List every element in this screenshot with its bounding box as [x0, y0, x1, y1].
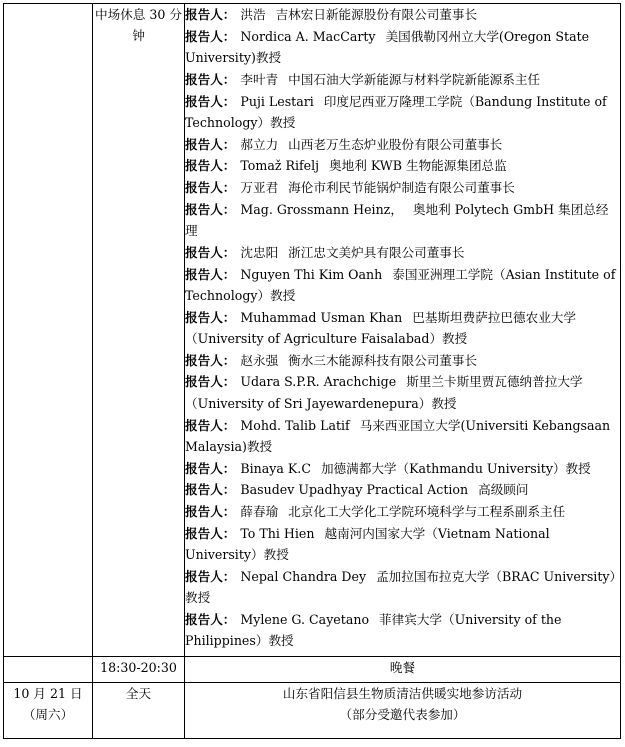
speaker-entry [185, 4, 620, 25]
speaker-entry [185, 350, 620, 371]
speaker-entry [185, 91, 620, 134]
fieldtrip-time: 全天 [125, 686, 152, 701]
speaker-label: 报告人： [185, 460, 236, 476]
speaker-label: 报告人： [185, 266, 236, 282]
speaker-name: Binaya K.C [240, 460, 311, 476]
speaker-entry [185, 264, 620, 307]
speaker-label: 报告人： [185, 417, 236, 433]
speaker-entry [185, 134, 620, 155]
speaker-label: 报告人： [185, 201, 236, 217]
speaker-label: 报告人： [185, 612, 236, 628]
schedule-table [3, 3, 621, 739]
speaker-name: Nguyen Thi Kim Oanh [240, 266, 383, 282]
speaker-entry [185, 415, 620, 458]
speaker-entry [185, 307, 620, 350]
speaker-affiliation: 美国俄勒冈州立大学(Oregon State University)教授 [185, 28, 590, 66]
fieldtrip-time-cell [93, 683, 185, 739]
fieldtrip-date: 10 月 21 日 [13, 686, 83, 701]
speaker-affiliation: 奥地利 Polytech GmbH 集团总经理 [185, 201, 609, 239]
speaker-affiliation: 越南河内国家大学（Vietnam National University）教授 [185, 525, 550, 563]
speaker-affiliation: 孟加拉国布拉克大学（BRAC University）教授 [185, 568, 616, 606]
session-date-cell [4, 4, 93, 657]
speaker-label: 报告人： [185, 136, 236, 152]
dinner-time-cell [93, 657, 185, 683]
fieldtrip-weekday: （周六） [22, 707, 74, 723]
fieldtrip-note: （部分受邀代表参加） [339, 707, 466, 723]
speaker-affiliation: 衡水三木能源科技有限公司董事长 [288, 352, 478, 368]
speaker-label: 报告人： [185, 352, 236, 368]
speaker-affiliation: 印度尼西亚万隆理工学院（Bandung Institute of Technology）教授 [185, 93, 607, 130]
speaker-name: Muhammad Usman Khan [240, 309, 403, 325]
speaker-entry [185, 199, 620, 242]
dinner-activity: 晚餐 [389, 660, 416, 675]
speaker-name: To Thi Hien [240, 525, 315, 541]
speaker-affiliation: 菲律宾大学（University of the Philippines）教授 [185, 612, 562, 649]
speaker-entry [185, 69, 620, 90]
speaker-entry [185, 177, 620, 198]
speaker-label: 报告人： [185, 309, 236, 325]
speaker-entry [185, 501, 620, 522]
session-time: 中场休息 30 分钟 [94, 7, 182, 44]
speaker-name: Puji Lestari [240, 93, 314, 109]
speaker-label: 报告人： [185, 374, 236, 390]
speaker-name: Nepal Chandra Dey [240, 568, 367, 584]
speaker-affiliation: 吉林宏日新能源股份有限公司董事长 [275, 7, 478, 22]
fieldtrip-date-cell [4, 683, 93, 739]
speaker-entry [185, 155, 620, 176]
dinner-activity-cell [185, 657, 621, 683]
speaker-name: Mohd. Talib Latif [240, 417, 350, 433]
fieldtrip-activity: 山东省阳信县生物质清洁供暖实地参访活动 [282, 686, 523, 701]
speaker-label: 报告人： [185, 525, 236, 541]
speaker-name: Basudev Upadhyay Practical Action [240, 482, 469, 498]
speaker-entry [185, 609, 620, 652]
speaker-label: 报告人： [185, 568, 236, 584]
speaker-affiliation: 泰国亚洲理工学院（Asian Institute of Technology）教授 [185, 266, 616, 303]
speaker-name: Udara S.P.R. Arachchige [240, 374, 397, 390]
dinner-date-cell [4, 657, 93, 683]
speaker-label: 报告人： [185, 71, 236, 87]
speaker-name: 洪浩 [240, 7, 266, 22]
speaker-entry [185, 26, 620, 69]
speaker-label: 报告人： [185, 244, 236, 260]
speaker-affiliation: 山西老万生态炉业股份有限公司董事长 [288, 136, 503, 152]
speaker-name: 赵永强 [240, 352, 279, 368]
speaker-affiliation: 中国石油大学新能源与材料学院新能源系主任 [288, 71, 541, 87]
speaker-affiliation: 高级顾问 [478, 482, 529, 498]
speaker-entry [185, 371, 620, 414]
speaker-name: 万亚君 [240, 180, 279, 196]
speaker-name: 郝立力 [240, 136, 279, 152]
speaker-affiliation: 浙江忠文美炉具有限公司董事长 [288, 244, 465, 260]
dinner-time: 18:30-20:30 [100, 660, 177, 675]
speaker-label: 报告人： [185, 28, 236, 44]
speaker-entry [185, 479, 620, 500]
speaker-label: 报告人： [185, 482, 236, 498]
speaker-affiliation: 巴基斯坦费萨拉巴德农业大学（University of Agriculture Faisalabad）教授 [185, 309, 576, 347]
speaker-label: 报告人： [185, 7, 236, 22]
speaker-affiliation: 斯里兰卡斯里贾瓦德纳普拉大学（University of Sri Jayewardenepura）教授 [185, 374, 583, 411]
speaker-name: 李叶青 [240, 71, 279, 87]
speaker-name: 薛春瑜 [240, 504, 279, 520]
fieldtrip-row [4, 683, 621, 739]
speaker-entry [185, 523, 620, 566]
speaker-name: Tomaž Rifelj [240, 158, 320, 174]
speaker-name: Nordica A. MacCarty [240, 28, 376, 44]
speaker-affiliation: 马来西亚国立大学(Universiti Kebangsaan Malaysia)教授 [185, 417, 611, 454]
speaker-entry [185, 566, 620, 609]
speaker-label: 报告人： [185, 180, 236, 196]
speaker-affiliation: 海伦市利民节能锅炉制造有限公司董事长 [288, 180, 515, 196]
dinner-row [4, 657, 621, 683]
fieldtrip-activity-cell [185, 683, 621, 739]
speaker-label: 报告人： [185, 93, 236, 109]
speaker-affiliation: 加德满都大学（Kathmandu University）教授 [320, 460, 591, 476]
speaker-name: Mag. Grossmann Heinz， [240, 201, 403, 217]
speaker-affiliation: 北京化工大学化工学院环境科学与工程系副系主任 [288, 504, 566, 520]
speaker-affiliation: 奥地利 KWB 生物能源集团总监 [329, 158, 507, 174]
speaker-name: 沈忠阳 [240, 244, 279, 260]
speaker-label: 报告人： [185, 504, 236, 520]
speaker-entry [185, 242, 620, 263]
session-time-cell [93, 4, 185, 657]
speaker-entry [185, 458, 620, 479]
session-row [4, 4, 621, 657]
speaker-list [185, 4, 621, 657]
speaker-name: Mylene G. Cayetano [240, 612, 370, 628]
speaker-label: 报告人： [185, 158, 236, 174]
